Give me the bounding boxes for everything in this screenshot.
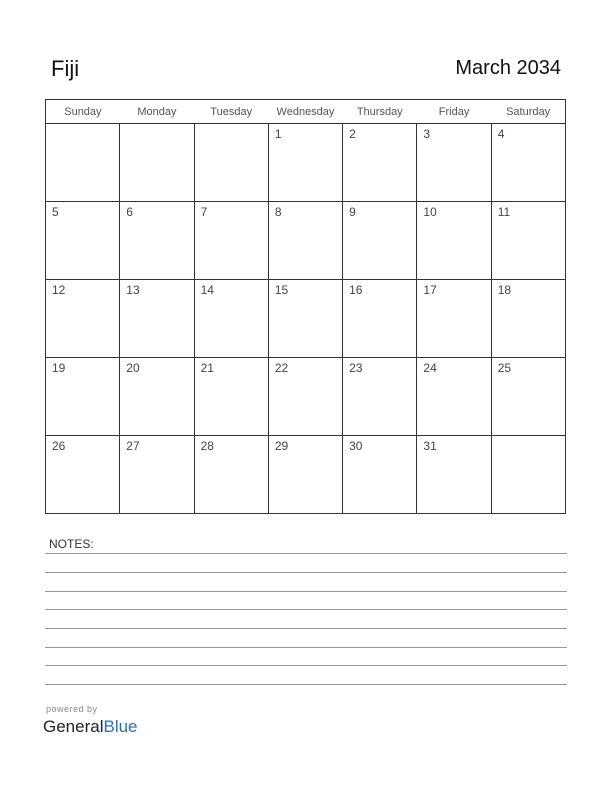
day-number: 2 xyxy=(349,127,356,141)
day-number: 6 xyxy=(126,205,133,219)
day-cell xyxy=(491,202,565,280)
day-number xyxy=(195,124,268,127)
day-cell xyxy=(268,280,342,358)
day-number: 13 xyxy=(126,283,140,297)
note-line xyxy=(45,609,567,610)
day-cell xyxy=(343,202,417,280)
generalblue-logo xyxy=(43,717,138,737)
day-cell xyxy=(343,358,417,436)
day-cell xyxy=(194,124,268,202)
day-number xyxy=(46,124,119,127)
day-cell xyxy=(46,436,120,514)
day-cell xyxy=(194,280,268,358)
notes-label: NOTES: xyxy=(49,537,94,551)
day-number: 4 xyxy=(497,127,505,141)
weekday-friday: Friday xyxy=(417,100,491,124)
week-row-4 xyxy=(46,358,566,436)
day-number: 29 xyxy=(274,439,289,453)
month-year-title: March 2034 xyxy=(455,57,561,79)
day-cell xyxy=(194,202,268,280)
day-cell xyxy=(417,280,491,358)
day-cell xyxy=(120,202,194,280)
day-number: 5 xyxy=(52,205,59,219)
day-number: 15 xyxy=(274,283,289,297)
day-cell xyxy=(417,436,491,514)
day-cell xyxy=(268,202,342,280)
country-title: Fiji xyxy=(51,56,80,81)
day-cell xyxy=(46,124,120,202)
day-number: 9 xyxy=(349,205,356,219)
week-row-3 xyxy=(46,280,566,358)
day-number: 10 xyxy=(423,205,437,219)
day-number: 25 xyxy=(497,361,512,375)
note-line xyxy=(45,628,567,629)
day-cell xyxy=(491,280,565,358)
note-line xyxy=(45,665,567,666)
day-number: 12 xyxy=(52,283,66,297)
day-number: 7 xyxy=(200,205,208,219)
day-cell xyxy=(46,280,120,358)
day-number: 28 xyxy=(200,439,214,453)
day-number: 18 xyxy=(497,283,512,297)
calendar-grid xyxy=(45,99,566,514)
day-cell xyxy=(268,358,342,436)
day-cell xyxy=(491,124,565,202)
day-number: 27 xyxy=(126,439,140,453)
day-number: 14 xyxy=(200,283,214,297)
day-cell xyxy=(120,436,194,514)
note-line xyxy=(45,647,567,648)
day-number: 11 xyxy=(497,205,511,219)
week-row-5 xyxy=(46,436,566,514)
day-number xyxy=(492,436,565,439)
day-cell xyxy=(343,436,417,514)
day-number: 30 xyxy=(349,439,363,453)
day-number: 19 xyxy=(52,361,66,375)
day-number: 20 xyxy=(126,361,140,375)
day-cell xyxy=(46,202,120,280)
weekday-thursday: Thursday xyxy=(343,100,417,124)
day-cell xyxy=(491,436,565,514)
day-cell xyxy=(417,202,491,280)
weekday-header-row xyxy=(46,100,566,124)
weekday-sunday: Sunday xyxy=(46,100,120,124)
powered-by-text: powered by xyxy=(46,704,98,714)
weekday-wednesday: Wednesday xyxy=(268,100,342,124)
weekday-saturday: Saturday xyxy=(491,100,565,124)
day-number: 31 xyxy=(423,439,437,453)
note-line xyxy=(45,684,567,685)
day-number: 21 xyxy=(200,361,214,375)
note-line xyxy=(45,591,567,592)
day-number: 16 xyxy=(349,283,363,297)
day-number: 22 xyxy=(274,361,289,375)
day-number: 3 xyxy=(423,127,431,141)
day-cell xyxy=(46,358,120,436)
note-line xyxy=(45,572,567,573)
brand-blue: Blue xyxy=(103,717,138,736)
day-cell xyxy=(268,124,342,202)
week-row-2 xyxy=(46,202,566,280)
day-cell xyxy=(120,358,194,436)
weekday-monday: Monday xyxy=(120,100,194,124)
day-cell xyxy=(120,280,194,358)
day-cell xyxy=(343,124,417,202)
weekday-tuesday: Tuesday xyxy=(194,100,268,124)
day-cell xyxy=(343,280,417,358)
day-number xyxy=(120,124,193,127)
day-cell xyxy=(120,124,194,202)
day-number: 17 xyxy=(423,283,437,297)
day-cell xyxy=(194,436,268,514)
day-cell xyxy=(417,358,491,436)
day-number: 23 xyxy=(349,361,363,375)
day-cell xyxy=(268,436,342,514)
week-row-1 xyxy=(46,124,566,202)
day-cell xyxy=(491,358,565,436)
day-number: 24 xyxy=(423,361,437,375)
day-cell xyxy=(194,358,268,436)
day-number: 8 xyxy=(274,205,282,219)
day-number: 1 xyxy=(274,127,282,141)
day-cell xyxy=(417,124,491,202)
day-number: 26 xyxy=(52,439,66,453)
brand-general: General xyxy=(43,717,104,736)
note-line xyxy=(45,553,567,554)
